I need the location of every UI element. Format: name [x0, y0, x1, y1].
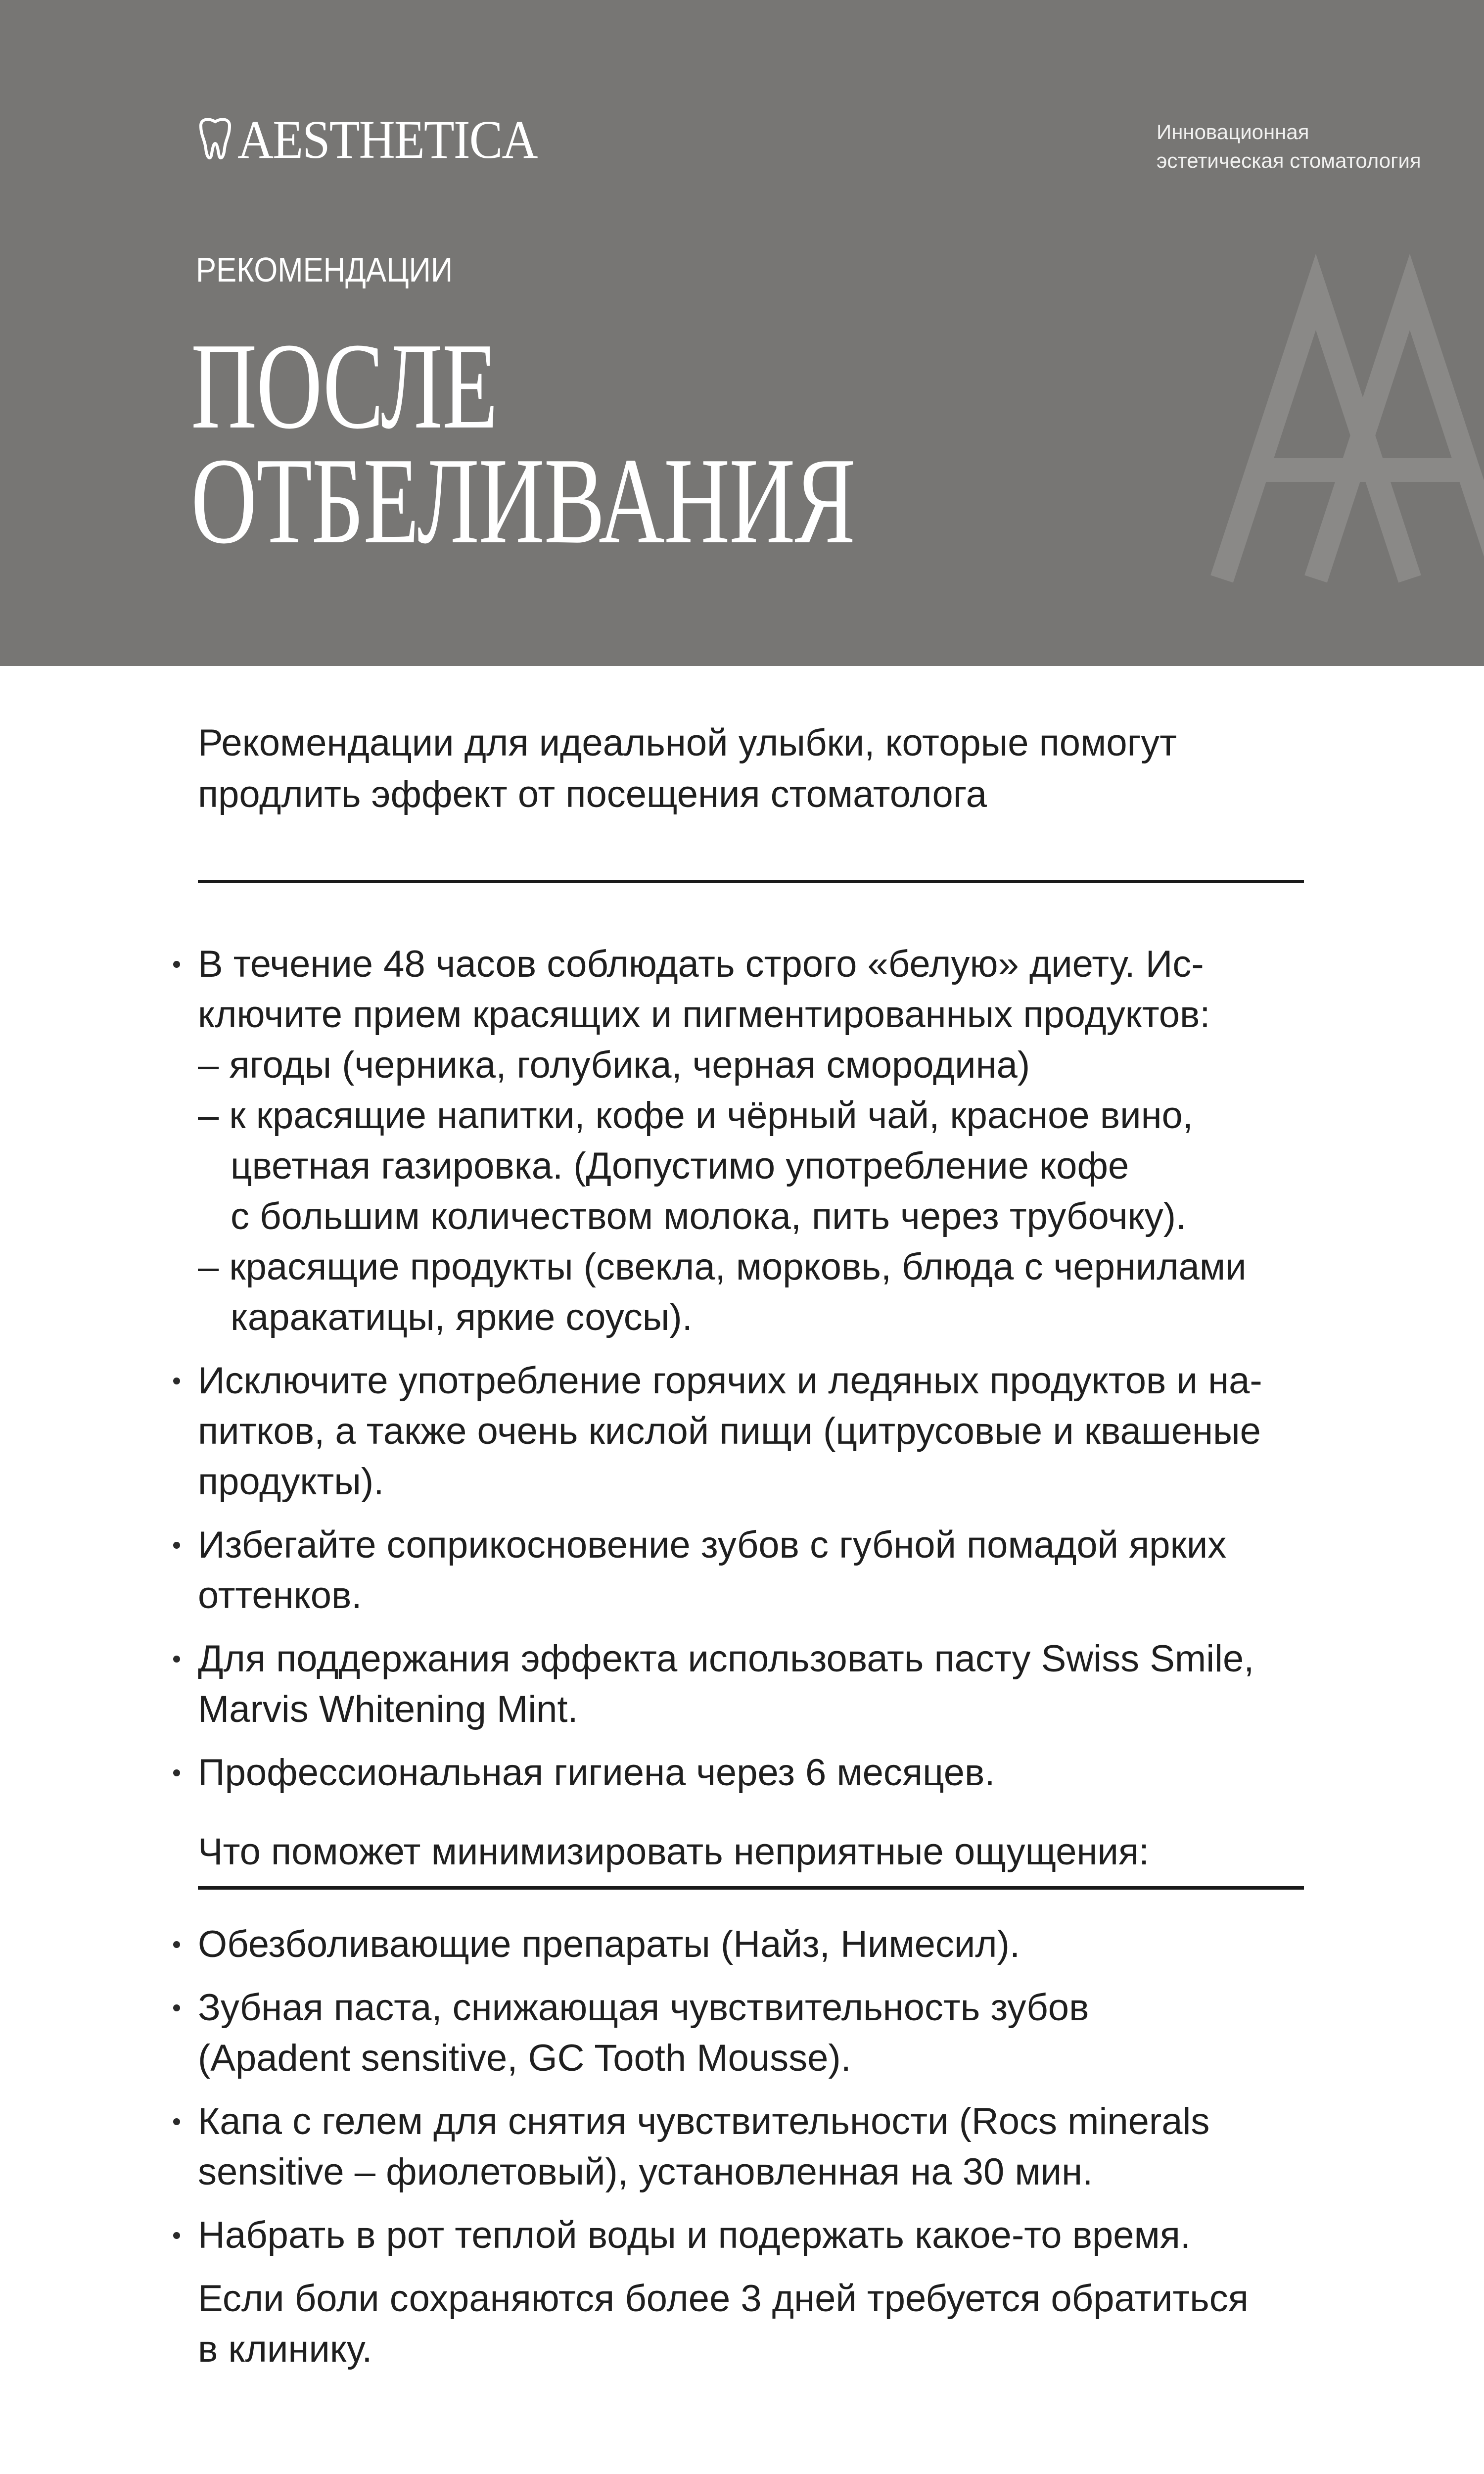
- list-item: [198, 1748, 1336, 1798]
- divider: [198, 1886, 1304, 1890]
- aa-monogram-icon: [1202, 233, 1484, 589]
- note-line: Если боли сохраняются более 3 дней требуется обратиться: [198, 2278, 1249, 2320]
- item-line: продукты).: [198, 1461, 384, 1503]
- item-line: питков, а также очень кислой пищи (цитрусовые и квашеные: [198, 1410, 1261, 1452]
- sub-item-line: – красящие продукты (свекла, морковь, блюда с чернилами: [198, 1246, 1247, 1288]
- item-line: Обезболивающие препараты (Найз, Нимесил).: [198, 1923, 1020, 1965]
- title-line: ПОСЛЕ: [191, 318, 498, 455]
- item-line: Профессиональная гигиена через 6 месяцев.: [198, 1752, 995, 1794]
- item-line: В течение 48 часов соблюдать строго «белую» диету. Ис-: [198, 943, 1204, 985]
- sub-item-line: с большим количеством молока, пить через трубочку).: [231, 1195, 1187, 1237]
- list-item: [198, 1634, 1336, 1735]
- tagline-line: эстетическая стоматология: [1157, 149, 1421, 172]
- sub-item-line: – к красящие напитки, кофе и чёрный чай, красное вино,: [198, 1094, 1193, 1137]
- divider: [198, 880, 1304, 883]
- sub-item: [198, 1242, 1336, 1343]
- item-line: Зубная паста, снижающая чувствительность зубов: [198, 1987, 1089, 2029]
- note-line: в клинику.: [198, 2328, 372, 2370]
- item-line: Исключите употребление горячих и ледяных продуктов и на-: [198, 1360, 1262, 1402]
- item-line: sensitive – фиолетовый), установленная на 30 мин.: [198, 2151, 1093, 2193]
- list-item: [198, 1356, 1336, 1507]
- list-item: [198, 1919, 1336, 1970]
- intro-line: Рекомендации для идеальной улыбки, которые помогут: [198, 722, 1177, 764]
- list-item: [198, 1520, 1336, 1621]
- list-item: [198, 1983, 1336, 2084]
- brand-name: AESTHETICA: [237, 109, 537, 170]
- item-line: Набрать в рот теплой воды и подержать какое-то время.: [198, 2214, 1191, 2256]
- relief-note: [198, 2274, 1336, 2375]
- item-line: Для поддержания эффекта использовать пасту Swiss Smile,: [198, 1638, 1254, 1680]
- item-line: Избегайте соприкосновение зубов с губной помадой ярких: [198, 1524, 1227, 1566]
- list-item: [198, 2096, 1336, 2197]
- item-line: Marvis Whitening Mint.: [198, 1688, 578, 1730]
- sub-item: [198, 1091, 1336, 1242]
- header-banner: [0, 0, 1484, 666]
- section-kicker: РЕКОМЕНДАЦИИ: [196, 250, 453, 289]
- brand-tagline: [1157, 118, 1473, 175]
- item-line: ключите прием красящих и пигментированных продуктов:: [198, 994, 1210, 1036]
- item-line: оттенков.: [198, 1574, 362, 1617]
- list-item: [198, 2210, 1336, 2261]
- sub-item-line: каракатицы, яркие соусы).: [231, 1296, 693, 1338]
- brand-logo[interactable]: [197, 110, 563, 169]
- sub-item: [198, 1040, 1336, 1091]
- sub-item-line: – ягоды (черника, голубика, черная смородина): [198, 1044, 1030, 1086]
- recommendations-content: [198, 939, 1336, 2375]
- item-line: Капа с гелем для снятия чувствительности (Rocs minerals: [198, 2100, 1210, 2142]
- intro-line: продлить эффект от посещения стоматолога: [198, 773, 987, 815]
- item-line: (Apadent sensitive, GC Tooth Mousse).: [198, 2037, 851, 2079]
- relief-heading: Что поможет минимизировать неприятные ощущения:: [198, 1831, 1150, 1873]
- list-item: [198, 939, 1336, 1343]
- title-line: ОТБЕЛИВАНИЯ: [191, 432, 855, 570]
- intro-text: [198, 717, 1336, 820]
- sub-item-line: цветная газировка. (Допустимо употребление кофе: [231, 1145, 1129, 1187]
- tooth-icon: [197, 116, 233, 163]
- page-title: [191, 318, 886, 570]
- tagline-line: Инновационная: [1157, 120, 1309, 143]
